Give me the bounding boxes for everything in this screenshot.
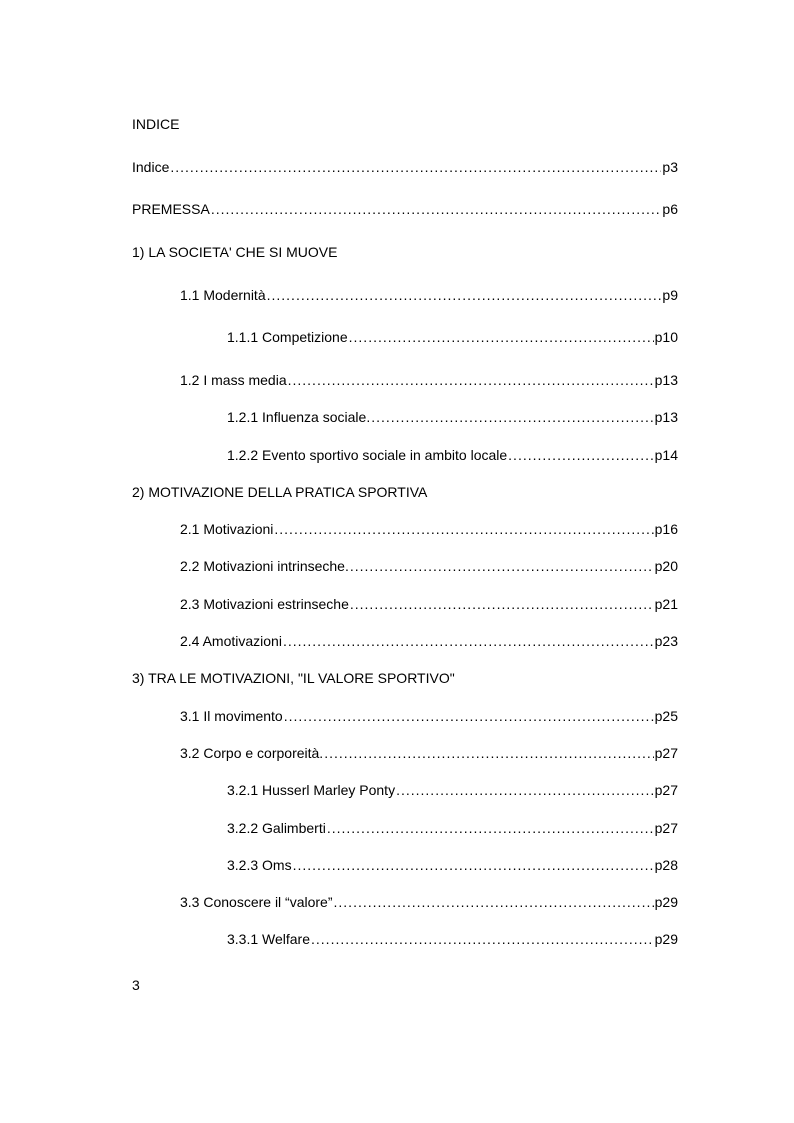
toc-entry-3-3[interactable] [180, 893, 678, 911]
toc-label: 2.2 Motivazioni intrinseche. [180, 558, 349, 574]
toc-leader [327, 819, 654, 837]
toc-entry-3-1[interactable] [180, 707, 678, 725]
toc-label: 3.3.1 Welfare [227, 931, 311, 947]
toc-leader [284, 707, 654, 725]
page-number: 3 [132, 977, 140, 993]
toc-leader [349, 328, 654, 346]
toc-entry-3-2-3[interactable] [227, 856, 678, 874]
toc-entry-1-1-1[interactable] [227, 328, 678, 346]
toc-entry-2-3[interactable] [180, 595, 678, 613]
toc-leader [334, 893, 654, 911]
toc-entry-3-2-2[interactable] [227, 819, 678, 837]
toc-page: p13 [654, 372, 678, 388]
toc-page: p27 [654, 745, 678, 761]
index-title: INDICE [132, 116, 180, 132]
toc-label: 1.2.2 Evento sportivo sociale in ambito locale [227, 447, 508, 463]
toc-label: 1.2.1 Influenza sociale. [227, 409, 371, 425]
toc-label: 3.3 Conoscere il “valore” [180, 894, 333, 910]
toc-leader [371, 408, 653, 426]
toc-entry-3-2-1[interactable] [227, 781, 678, 799]
toc-label: 2.4 Amotivazioni [180, 633, 282, 649]
toc-leader [211, 200, 662, 218]
toc-page: p23 [654, 633, 678, 649]
toc-page: p21 [654, 596, 678, 612]
toc-entry-2-4[interactable] [180, 632, 678, 650]
toc-leader [293, 856, 654, 874]
toc-leader [274, 520, 653, 538]
toc-entry-3-3-1[interactable] [227, 930, 678, 948]
toc-entry-indice[interactable] [132, 158, 678, 176]
toc-entry-2-1[interactable] [180, 520, 678, 538]
toc-label: 3.2.3 Oms [227, 857, 292, 873]
toc-label: 3.2.2 Galimberti [227, 820, 326, 836]
toc-page: p13 [654, 409, 678, 425]
toc-label: 1.1 Modernità [180, 287, 266, 303]
toc-entry-premessa[interactable] [132, 200, 678, 218]
toc-label: PREMESSA [132, 201, 210, 217]
toc-leader [350, 595, 654, 613]
toc-entry-1-2-2[interactable] [227, 446, 678, 464]
toc-page: p10 [654, 329, 678, 345]
toc-label: Indice [132, 159, 170, 175]
toc-page: p29 [654, 894, 678, 910]
chapter-heading-2: 2) MOTIVAZIONE DELLA PRATICA SPORTIVA [132, 484, 428, 500]
toc-leader [283, 632, 654, 650]
toc-page: p9 [662, 287, 678, 303]
toc-entry-1-2[interactable] [180, 371, 678, 389]
toc-entry-1-2-1[interactable] [227, 408, 678, 426]
toc-label: 3.2 Corpo e corporeità. [180, 745, 324, 761]
toc-leader [508, 446, 653, 464]
toc-entry-2-2[interactable] [180, 557, 678, 575]
toc-leader [311, 930, 654, 948]
toc-label: 1.2 I mass media [180, 372, 287, 388]
toc-page: p20 [654, 558, 678, 574]
toc-leader [170, 158, 661, 176]
toc-entry-3-2[interactable] [180, 744, 678, 762]
toc-page: p14 [654, 447, 678, 463]
toc-leader [324, 744, 653, 762]
toc-page: p16 [654, 521, 678, 537]
chapter-heading-3: 3) TRA LE MOTIVAZIONI, "IL VALORE SPORTIVO" [132, 670, 455, 686]
chapter-heading-1: 1) LA SOCIETA' CHE SI MUOVE [132, 244, 338, 260]
toc-label: 2.1 Motivazioni [180, 521, 274, 537]
toc-page: p28 [654, 857, 678, 873]
toc-leader [350, 557, 654, 575]
toc-page: p3 [662, 159, 678, 175]
toc-page: p25 [654, 708, 678, 724]
toc-label: 3.2.1 Husserl Marley Ponty [227, 782, 396, 798]
toc-leader [288, 371, 654, 389]
toc-page: p29 [654, 931, 678, 947]
toc-entry-1-1[interactable] [180, 286, 678, 304]
toc-page: p27 [654, 782, 678, 798]
toc-label: 2.3 Motivazioni estrinseche [180, 596, 349, 612]
toc-label: 1.1.1 Competizione [227, 329, 348, 345]
toc-page: p6 [662, 201, 678, 217]
toc-leader [267, 286, 662, 304]
toc-page: p27 [654, 820, 678, 836]
toc-leader [396, 781, 654, 799]
toc-label: 3.1 Il movimento [180, 708, 283, 724]
